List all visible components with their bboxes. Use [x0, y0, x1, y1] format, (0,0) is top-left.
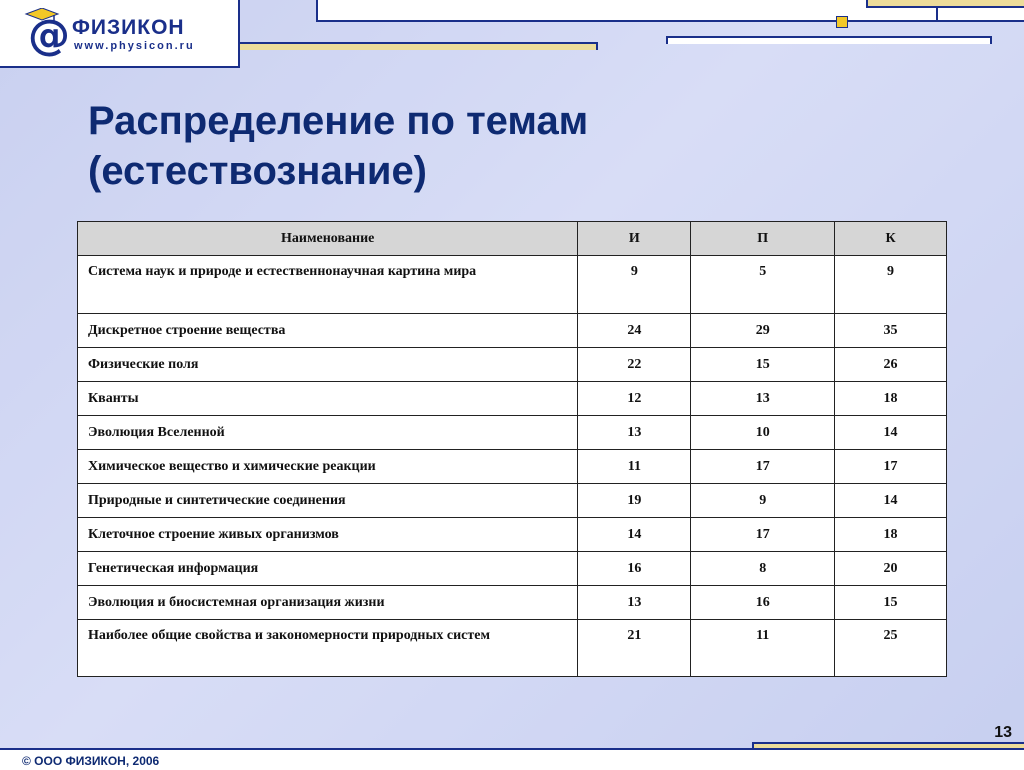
row-i: 21 [578, 620, 691, 677]
row-k: 18 [835, 518, 947, 552]
table-row [78, 416, 947, 450]
row-k: 15 [835, 586, 947, 620]
row-p: 10 [691, 416, 835, 450]
logo-name: ФИЗИКОН [72, 16, 185, 39]
table-row [78, 256, 947, 314]
row-name: Природные и синтетические соединения [78, 484, 578, 518]
mid-gold-bar [240, 42, 598, 50]
table-row [78, 552, 947, 586]
row-i: 14 [578, 518, 691, 552]
row-i: 24 [578, 314, 691, 348]
row-i: 22 [578, 348, 691, 382]
header-k: К [835, 222, 947, 256]
row-name: Кванты [78, 382, 578, 416]
table-row [78, 450, 947, 484]
row-k: 17 [835, 450, 947, 484]
row-name: Дискретное строение вещества [78, 314, 578, 348]
row-k: 25 [835, 620, 947, 677]
row-p: 9 [691, 484, 835, 518]
row-p: 17 [691, 518, 835, 552]
row-k: 18 [835, 382, 947, 416]
row-name: Физические поля [78, 348, 578, 382]
row-p: 29 [691, 314, 835, 348]
table-row [78, 518, 947, 552]
logo-at-symbol: @ [28, 10, 70, 59]
gold-square-decor [836, 16, 848, 28]
table-row [78, 484, 947, 518]
row-k: 14 [835, 416, 947, 450]
row-name: Эволюция Вселенной [78, 416, 578, 450]
footer-bar [0, 748, 1024, 770]
row-k: 35 [835, 314, 947, 348]
row-name: Клеточное строение живых организмов [78, 518, 578, 552]
row-name: Наиболее общие свойства и закономерности природных систем [78, 620, 578, 677]
row-k: 20 [835, 552, 947, 586]
row-p: 15 [691, 348, 835, 382]
table-row [78, 348, 947, 382]
header-p: П [691, 222, 835, 256]
row-i: 19 [578, 484, 691, 518]
table-row [78, 586, 947, 620]
row-name: Генетическая информация [78, 552, 578, 586]
row-p: 11 [691, 620, 835, 677]
row-p: 17 [691, 450, 835, 484]
table-header-row [78, 222, 947, 256]
row-i: 13 [578, 416, 691, 450]
header-name: Наименование [78, 222, 578, 256]
page-title: Распределение по темам (естествознание) [88, 99, 589, 193]
row-i: 16 [578, 552, 691, 586]
row-i: 13 [578, 586, 691, 620]
row-p: 16 [691, 586, 835, 620]
row-k: 14 [835, 484, 947, 518]
topics-table [77, 221, 947, 677]
table-row [78, 620, 947, 677]
row-name: Химическое вещество и химические реакции [78, 450, 578, 484]
row-i: 11 [578, 450, 691, 484]
top-gold-bar [866, 0, 1024, 8]
table-row [78, 382, 947, 416]
row-name: Эволюция и биосистемная организация жизни [78, 586, 578, 620]
row-k: 26 [835, 348, 947, 382]
logo [0, 0, 240, 68]
logo-url: www.physicon.ru [74, 40, 195, 52]
row-k: 9 [835, 256, 947, 314]
header-i: И [578, 222, 691, 256]
table-row [78, 314, 947, 348]
row-p: 5 [691, 256, 835, 314]
row-name: Система наук и природе и естественнонаучная картина мира [78, 256, 578, 314]
page-number: 13 [994, 724, 1012, 741]
right-white-bar [666, 36, 992, 44]
row-i: 9 [578, 256, 691, 314]
footer-copyright: © ООО ФИЗИКОН, 2006 [22, 754, 160, 768]
row-i: 12 [578, 382, 691, 416]
row-p: 13 [691, 382, 835, 416]
row-p: 8 [691, 552, 835, 586]
